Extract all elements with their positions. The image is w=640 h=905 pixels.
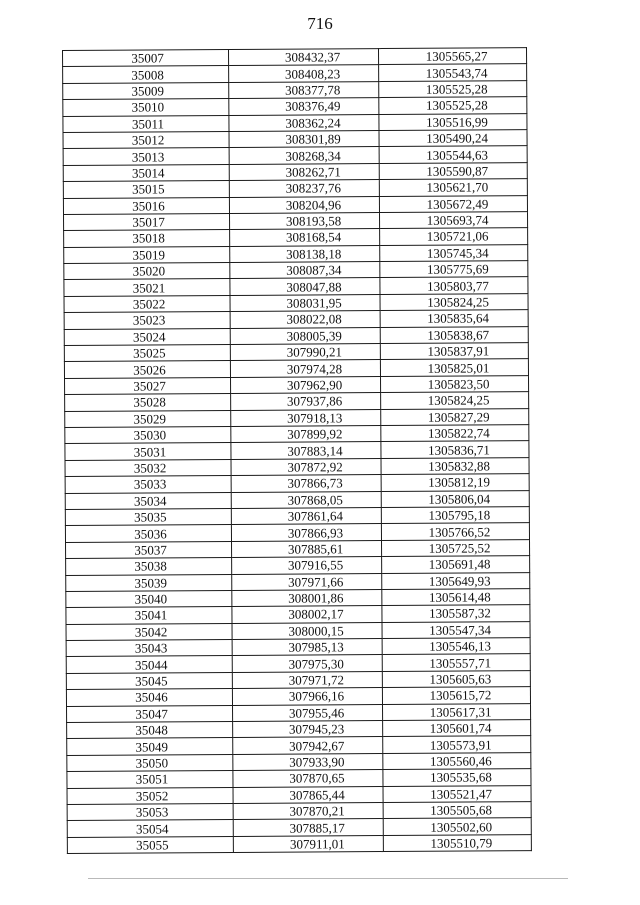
- x-coordinate-cell: 307872,92: [231, 458, 381, 475]
- point-number-cell: 35017: [64, 213, 230, 230]
- y-coordinate-cell: 1305745,34: [380, 244, 528, 261]
- y-coordinate-cell: 1305824,25: [380, 294, 528, 311]
- x-coordinate-cell: 308362,24: [229, 114, 379, 131]
- x-coordinate-cell: 308022,08: [230, 311, 380, 328]
- point-number-cell: 35012: [63, 131, 229, 148]
- point-number-cell: 35046: [66, 689, 232, 706]
- point-number-cell: 35010: [63, 99, 229, 116]
- point-number-cell: 35024: [64, 328, 230, 345]
- y-coordinate-cell: 1305546,13: [382, 638, 530, 655]
- y-coordinate-cell: 1305573,91: [383, 736, 531, 753]
- x-coordinate-cell: 307885,61: [232, 540, 382, 557]
- x-coordinate-cell: 308376,49: [229, 98, 379, 115]
- y-coordinate-cell: 1305617,31: [383, 703, 531, 720]
- x-coordinate-cell: 308432,37: [228, 49, 378, 66]
- y-coordinate-cell: 1305557,71: [382, 654, 530, 671]
- y-coordinate-cell: 1305535,68: [383, 769, 531, 786]
- point-number-cell: 35045: [66, 672, 232, 689]
- x-coordinate-cell: 307942,67: [233, 737, 383, 754]
- point-number-cell: 35031: [65, 443, 231, 460]
- point-number-cell: 35043: [66, 640, 232, 657]
- point-number-cell: 35039: [66, 574, 232, 591]
- y-coordinate-cell: 1305823,50: [380, 375, 528, 392]
- point-number-cell: 35041: [66, 607, 232, 624]
- x-coordinate-cell: 307975,30: [232, 655, 382, 672]
- y-coordinate-cell: 1305822,74: [381, 425, 529, 442]
- x-coordinate-cell: 307974,28: [230, 360, 380, 377]
- x-coordinate-cell: 307971,66: [232, 573, 382, 590]
- page-number: 716: [307, 14, 333, 33]
- x-coordinate-cell: 308000,15: [232, 622, 382, 639]
- y-coordinate-cell: 1305587,32: [382, 605, 530, 622]
- point-number-cell: 35013: [63, 148, 229, 165]
- x-coordinate-cell: 307865,44: [233, 786, 383, 803]
- coordinates-table: [62, 47, 532, 854]
- y-coordinate-cell: 1305824,25: [381, 392, 529, 409]
- y-coordinate-cell: 1305649,93: [382, 572, 530, 589]
- point-number-cell: 35007: [63, 49, 229, 66]
- point-number-cell: 35021: [64, 279, 230, 296]
- point-number-cell: 35023: [64, 312, 230, 329]
- x-coordinate-cell: 307911,01: [233, 835, 383, 852]
- x-coordinate-cell: 308047,88: [230, 278, 380, 295]
- y-coordinate-cell: 1305721,06: [380, 228, 528, 245]
- y-coordinate-cell: 1305812,19: [381, 474, 529, 491]
- x-coordinate-cell: 307985,13: [232, 639, 382, 656]
- point-number-cell: 35040: [66, 590, 232, 607]
- y-coordinate-cell: 1305525,28: [379, 80, 527, 97]
- y-coordinate-cell: 1305832,88: [381, 457, 529, 474]
- point-number-cell: 35050: [67, 754, 233, 771]
- point-number-cell: 35053: [67, 803, 233, 820]
- point-number-cell: 35008: [63, 66, 229, 83]
- y-coordinate-cell: 1305806,04: [381, 490, 529, 507]
- x-coordinate-cell: 307918,13: [231, 409, 381, 426]
- x-coordinate-cell: 307870,21: [233, 803, 383, 820]
- point-number-cell: 35019: [64, 246, 230, 263]
- point-number-cell: 35030: [65, 426, 231, 443]
- x-coordinate-cell: 307870,65: [233, 770, 383, 787]
- point-number-cell: 35042: [66, 623, 232, 640]
- x-coordinate-cell: 308005,39: [230, 327, 380, 344]
- point-number-cell: 35016: [63, 197, 229, 214]
- y-coordinate-cell: 1305601,74: [383, 720, 531, 737]
- point-number-cell: 35036: [65, 525, 231, 542]
- y-coordinate-cell: 1305775,69: [380, 261, 528, 278]
- point-number-cell: 35026: [64, 361, 230, 378]
- y-coordinate-cell: 1305615,72: [382, 687, 530, 704]
- x-coordinate-cell: 307916,55: [232, 557, 382, 574]
- x-coordinate-cell: 307866,73: [231, 475, 381, 492]
- y-coordinate-cell: 1305837,91: [380, 343, 528, 360]
- y-coordinate-cell: 1305502,60: [383, 818, 531, 835]
- y-coordinate-cell: 1305525,28: [379, 97, 527, 114]
- point-number-cell: 35020: [64, 263, 230, 280]
- x-coordinate-cell: 308001,86: [232, 589, 382, 606]
- y-coordinate-cell: 1305827,29: [381, 408, 529, 425]
- x-coordinate-cell: 307962,90: [231, 376, 381, 393]
- y-coordinate-cell: 1305795,18: [381, 507, 529, 524]
- point-number-cell: 35038: [66, 558, 232, 575]
- table-row: [67, 834, 531, 853]
- y-coordinate-cell: 1305565,27: [378, 48, 526, 65]
- y-coordinate-cell: 1305614,48: [382, 589, 530, 606]
- x-coordinate-cell: 307861,64: [231, 507, 381, 524]
- point-number-cell: 35052: [67, 787, 233, 804]
- y-coordinate-cell: 1305803,77: [380, 277, 528, 294]
- y-coordinate-cell: 1305547,34: [382, 621, 530, 638]
- point-number-cell: 35051: [67, 771, 233, 788]
- point-number-cell: 35035: [65, 508, 231, 525]
- x-coordinate-cell: 308138,18: [230, 245, 380, 262]
- y-coordinate-cell: 1305825,01: [380, 359, 528, 376]
- point-number-cell: 35037: [66, 541, 232, 558]
- point-number-cell: 35033: [65, 476, 231, 493]
- x-coordinate-cell: 307933,90: [233, 753, 383, 770]
- y-coordinate-cell: 1305691,48: [382, 556, 530, 573]
- y-coordinate-cell: 1305605,63: [382, 670, 530, 687]
- x-coordinate-cell: 307990,21: [230, 344, 380, 361]
- x-coordinate-cell: 308408,23: [229, 65, 379, 82]
- point-number-cell: 35054: [67, 820, 233, 837]
- point-number-cell: 35025: [64, 345, 230, 362]
- y-coordinate-cell: 1305766,52: [381, 523, 529, 540]
- y-coordinate-cell: 1305621,70: [379, 179, 527, 196]
- x-coordinate-cell: 307885,17: [233, 819, 383, 836]
- y-coordinate-cell: 1305505,68: [383, 802, 531, 819]
- x-coordinate-cell: 307966,16: [232, 688, 382, 705]
- point-number-cell: 35055: [67, 836, 233, 853]
- x-coordinate-cell: 307937,86: [231, 393, 381, 410]
- x-coordinate-cell: 308031,95: [230, 294, 380, 311]
- y-coordinate-cell: 1305835,64: [380, 310, 528, 327]
- x-coordinate-cell: 308087,34: [230, 262, 380, 279]
- y-coordinate-cell: 1305693,74: [379, 212, 527, 229]
- point-number-cell: 35011: [63, 115, 229, 132]
- point-number-cell: 35022: [64, 295, 230, 312]
- x-coordinate-cell: 308262,71: [229, 163, 379, 180]
- point-number-cell: 35018: [64, 230, 230, 247]
- y-coordinate-cell: 1305836,71: [381, 441, 529, 458]
- y-coordinate-cell: 1305838,67: [380, 326, 528, 343]
- point-number-cell: 35047: [67, 705, 233, 722]
- y-coordinate-cell: 1305672,49: [379, 195, 527, 212]
- x-coordinate-cell: 307945,23: [233, 721, 383, 738]
- y-coordinate-cell: 1305516,99: [379, 113, 527, 130]
- y-coordinate-cell: 1305521,47: [383, 785, 531, 802]
- x-coordinate-cell: 308377,78: [229, 81, 379, 98]
- x-coordinate-cell: 307955,46: [233, 704, 383, 721]
- y-coordinate-cell: 1305725,52: [382, 539, 530, 556]
- x-coordinate-cell: 308237,76: [229, 180, 379, 197]
- x-coordinate-cell: 308193,58: [230, 212, 380, 229]
- point-number-cell: 35028: [65, 394, 231, 411]
- y-coordinate-cell: 1305510,79: [383, 834, 531, 851]
- x-coordinate-cell: 307883,14: [231, 442, 381, 459]
- point-number-cell: 35049: [67, 738, 233, 755]
- y-coordinate-cell: 1305543,74: [379, 64, 527, 81]
- x-coordinate-cell: 308168,54: [230, 229, 380, 246]
- y-coordinate-cell: 1305560,46: [383, 752, 531, 769]
- point-number-cell: 35015: [63, 181, 229, 198]
- point-number-cell: 35034: [65, 492, 231, 509]
- point-number-cell: 35029: [65, 410, 231, 427]
- point-number-cell: 35044: [66, 656, 232, 673]
- coordinates-table-body: [63, 48, 532, 854]
- x-coordinate-cell: 308268,34: [229, 147, 379, 164]
- point-number-cell: 35014: [63, 164, 229, 181]
- y-coordinate-cell: 1305490,24: [379, 130, 527, 147]
- x-coordinate-cell: 307868,05: [231, 491, 381, 508]
- y-coordinate-cell: 1305590,87: [379, 162, 527, 179]
- x-coordinate-cell: 307899,92: [231, 426, 381, 443]
- point-number-cell: 35009: [63, 82, 229, 99]
- point-number-cell: 35048: [67, 721, 233, 738]
- x-coordinate-cell: 308204,96: [229, 196, 379, 213]
- x-coordinate-cell: 307971,72: [232, 671, 382, 688]
- y-coordinate-cell: 1305544,63: [379, 146, 527, 163]
- x-coordinate-cell: 308301,89: [229, 131, 379, 148]
- point-number-cell: 35027: [65, 377, 231, 394]
- x-coordinate-cell: 307866,93: [231, 524, 381, 541]
- x-coordinate-cell: 308002,17: [232, 606, 382, 623]
- point-number-cell: 35032: [65, 459, 231, 476]
- scan-edge-line: [88, 878, 568, 879]
